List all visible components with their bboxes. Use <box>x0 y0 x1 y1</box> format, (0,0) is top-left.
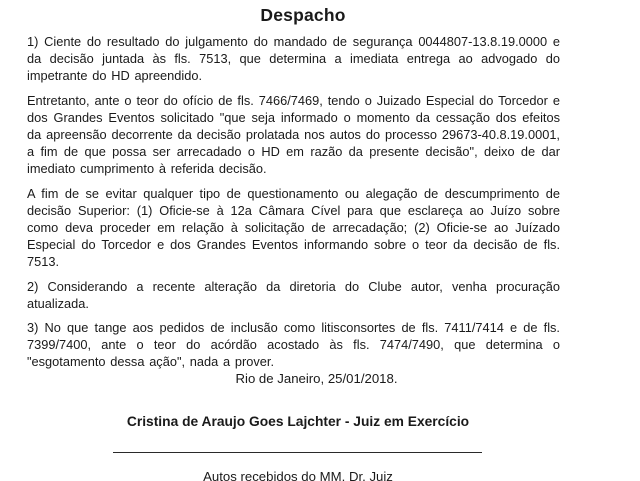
date-line: Rio de Janeiro, 25/01/2018. <box>235 370 398 386</box>
paragraph-item-5: 3) No que tange aos pedidos de inclusão como litisconsortes de fls. 7411/7414 e de fls. 7399/7400, ante o teor do acórdão acostado às fls. 7474/7490, que determina o "esgotamento dessa ação", nada a prover. <box>27 320 560 370</box>
paragraph-item-4: 2) Considerando a recente alteração da diretoria do Clube autor, venha procuração atualizada. <box>27 278 560 311</box>
document-content <box>27 5 560 481</box>
paragraph-item-3: A fim de se evitar qualquer tipo de questionamento ou alegação de descumprimento de decisão Superior: (1) Oficie-se à 12a Câmara Cível para que esclareça ao Juízo sobre como deva proceder em relação à solicitação de arrecadação; (2) Oficie-se ao Juízado Especial do Torcedor e dos Grandes Eventos informando sobre o teor da decisão de fls. 7513. <box>27 185 560 270</box>
receipt-note: Autos recebidos do MM. Dr. Juiz <box>203 469 393 481</box>
paragraph-item-1: 1) Ciente do resultado do julgamento do mandado de segurança 0044807-13.8.19.0000 e da decisão juntada às fls. 7513, que determina a imediata entrega ao advogado do impetrante do HD apreendido. <box>27 34 560 84</box>
judge-signature-name: Cristina de Araujo Goes Lajchter - Juiz em Exercício <box>126 413 470 429</box>
signature-rule-line <box>113 452 482 453</box>
document-title: Despacho <box>260 5 346 25</box>
paragraph-item-2: Entretanto, ante o teor do ofício de fls. 7466/7469, tendo o Juizado Especial do Torcedor e dos Grandes Eventos solicitado "que seja informado o momento da cessação dos efeitos da apreensão decorrente da decisão prolatada nos autos do processo 29673-40.8.19.0001, a fim de que possa ser arrecadado o HD em razão da presente decisão", deixo de dar imediato cumprimento à referida decisão. <box>27 92 560 177</box>
